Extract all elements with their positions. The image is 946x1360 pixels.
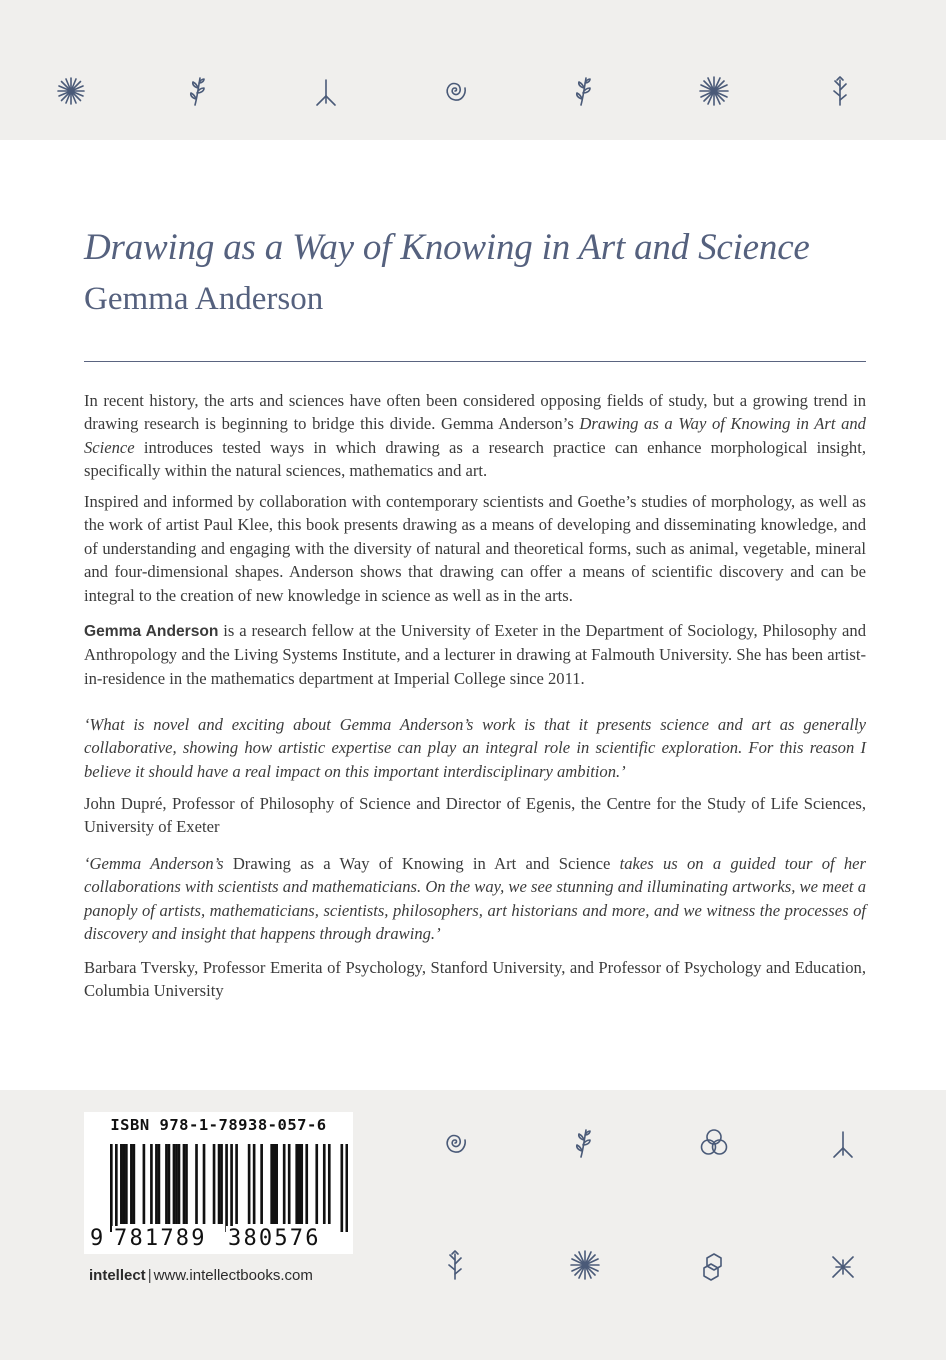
leaf-sprig-icon	[566, 74, 600, 108]
barcode-bar	[305, 1144, 308, 1224]
barcode-bar	[183, 1144, 186, 1224]
barcode-bar	[230, 1144, 233, 1232]
publisher-separator: |	[147, 1267, 152, 1284]
cross-star-icon	[826, 1250, 860, 1284]
barcode-bar	[295, 1144, 298, 1224]
barcode-bar	[173, 1144, 176, 1224]
barcode-bar	[235, 1144, 238, 1224]
barcode-bar	[150, 1144, 153, 1224]
hexagon-knot-icon	[697, 1250, 731, 1284]
barcode-bar	[115, 1144, 118, 1232]
barcode-bar	[213, 1144, 216, 1224]
isbn-label: ISBN 978-1-78938-057-6	[110, 1116, 327, 1134]
title-divider	[84, 361, 866, 362]
barcode-bar	[165, 1144, 168, 1224]
book-title: Drawing as a Way of Knowing in Art and Science	[84, 227, 810, 268]
author-bio: Gemma Anderson is a research fellow at the University of Exeter in the Department of Sociology, Philosophy and Anthropology and the Living Systems Institute, and a lecturer in drawing at Falmouth University. She has been artist-in-residence in the mathematics department at Imperial College since 2011.	[84, 621, 866, 688]
barcode-bar	[178, 1144, 181, 1224]
barcode-bar	[220, 1144, 223, 1224]
barcode-bar	[168, 1144, 171, 1224]
barcode-bar	[328, 1144, 331, 1224]
barcode-bar	[253, 1144, 256, 1224]
barcode-bar	[225, 1144, 228, 1232]
review-book-title: Drawing as a Way of Knowing in Art and Science	[232, 854, 611, 873]
top-icon-band	[0, 0, 946, 140]
barcode-bar	[300, 1144, 303, 1224]
barcode-bar	[158, 1144, 161, 1224]
review-attribution-1: John Dupré, Professor of Philosophy of Science and Director of Egenis, the Centre for the Study of Life Sciences, University of Exeter	[84, 794, 866, 837]
barcode-bar	[143, 1144, 146, 1224]
tripod-branch-icon	[826, 1128, 860, 1162]
barcode-bar	[260, 1144, 263, 1224]
barcode-bar	[130, 1144, 133, 1224]
barcode-bar	[345, 1144, 348, 1232]
trefoil-knot-icon	[697, 1126, 731, 1160]
spiral-icon	[438, 1126, 472, 1160]
barcode-bar	[195, 1144, 198, 1224]
leaf-sprig-icon	[566, 1126, 600, 1160]
review-quote-2: ‘Gemma Anderson’s Drawing as a Way of Knowing in Art and Science takes us on a guided tour of her collaborations with scientists and mathematicians. On the way, we see stunning and illuminating artworks, we meet a panoply of artists, mathematicians, scientists, philosophers, art historians and more, and we witness the processes of discovery and insight that happens through drawing.’	[84, 854, 866, 944]
publisher-url[interactable]: www.intellectbooks.com	[153, 1267, 313, 1284]
isbn-digit-lead: 9	[90, 1226, 106, 1251]
sunburst-icon	[568, 1248, 602, 1282]
barcode-bars	[110, 1144, 348, 1232]
plant-stem-icon	[438, 1248, 472, 1282]
publisher-line	[89, 1267, 313, 1284]
barcode-bar	[175, 1144, 178, 1224]
sunburst-icon	[697, 74, 731, 108]
barcode-bar	[120, 1144, 123, 1224]
barcode-bar	[275, 1144, 278, 1224]
barcode-bar	[125, 1144, 128, 1224]
barcode-bar	[270, 1144, 273, 1224]
barcode-bar	[298, 1144, 301, 1224]
isbn-digits-right: 380576	[228, 1226, 321, 1251]
spiral-icon	[438, 74, 472, 108]
leaf-sprig-icon	[180, 74, 214, 108]
barcode-bar	[283, 1144, 286, 1224]
book-author: Gemma Anderson	[84, 281, 324, 317]
barcode-bar	[155, 1144, 158, 1224]
plant-stem-icon	[823, 74, 857, 108]
barcode-bar	[110, 1144, 113, 1232]
blurb-book-title: Drawing as a Way of Knowing in Art and Science	[84, 414, 866, 457]
barcode-bar	[323, 1144, 326, 1224]
isbn-digits-left: 781789	[114, 1226, 207, 1251]
review-attribution-2: Barbara Tversky, Professor Emerita of Psychology, Stanford University, and Professor of Psychology and Education, Columbia University	[84, 958, 866, 1001]
barcode-bar	[123, 1144, 126, 1224]
blurb-paragraph-1: In recent history, the arts and sciences have often been considered opposing fields of study, but a growing trend in drawing research is beginning to bridge this divide. Gemma Anderson’s Drawing as a Way of Knowing in Art and Science introduces tested ways in which drawing as a research practice can enhance morphological insight, specifically within the natural sciences, mathematics and art.	[84, 391, 866, 481]
barcode-bar	[133, 1144, 136, 1224]
barcode-bar	[340, 1144, 343, 1232]
tripod-branch-icon	[309, 76, 343, 110]
review-quote-1: ‘What is novel and exciting about Gemma Anderson’s work is that it presents science and art as generally collaborative, showing how artistic expertise can play an integral role in scientific exploration. For this reason I believe it should have a real impact on this important interdisciplinary ambition.’	[84, 715, 866, 781]
bio-author-name: Gemma Anderson	[84, 623, 219, 640]
barcode-bar	[273, 1144, 276, 1224]
barcode-bar	[218, 1144, 221, 1224]
isbn-barcode	[84, 1112, 353, 1254]
barcode-bar	[315, 1144, 318, 1224]
barcode-bar	[288, 1144, 291, 1224]
asterisk-star-icon	[54, 74, 88, 108]
publisher-name: intellect	[89, 1267, 146, 1284]
barcode-bar	[248, 1144, 251, 1224]
barcode-bar	[203, 1144, 206, 1224]
barcode-bar	[185, 1144, 188, 1224]
blurb-paragraph-2: Inspired and informed by collaboration with contemporary scientists and Goethe’s studies of morphology, as well as the work of artist Paul Klee, this book presents drawing as a means of developing and disseminating knowledge, and of understanding and engaging with the diversity of natural and theoretical forms, such as animal, vegetable, mineral and four-dimensional shapes. Anderson shows that drawing can offer a means of scientific discovery and can be integral to the creation of new knowledge in science as well as in the arts.	[84, 492, 866, 605]
